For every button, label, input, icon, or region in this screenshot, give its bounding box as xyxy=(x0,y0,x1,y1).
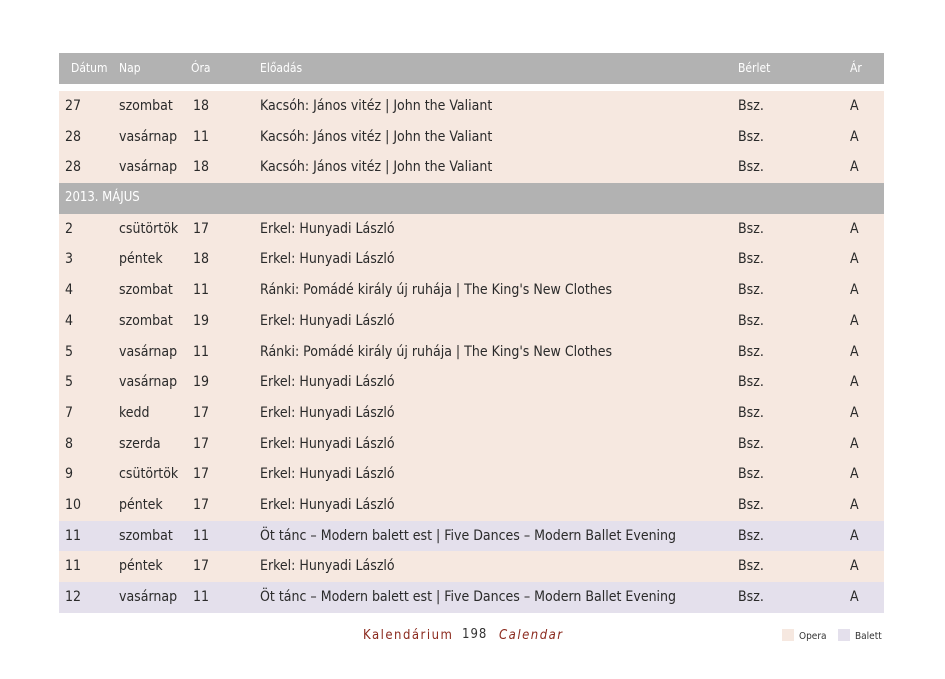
cell-time: 17 xyxy=(193,466,210,483)
cell-performance: Erkel: Hunyadi László xyxy=(260,404,395,421)
cell-pass: Bsz. xyxy=(738,558,764,575)
table-row xyxy=(59,214,884,245)
cell-pass: Bsz. xyxy=(738,159,764,176)
cell-price: A xyxy=(850,312,859,329)
table-row xyxy=(59,582,884,613)
cell-price: A xyxy=(850,159,859,176)
cell-performance: Erkel: Hunyadi László xyxy=(260,312,395,329)
cell-day: péntek xyxy=(119,496,163,513)
cell-date: 3 xyxy=(65,251,74,268)
cell-time: 18 xyxy=(193,98,210,114)
cell-date: 4 xyxy=(65,282,74,299)
legend-opera xyxy=(782,629,827,644)
cell-performance: Erkel: Hunyadi László xyxy=(260,374,395,391)
cell-date: 27 xyxy=(65,98,82,114)
cell-time: 17 xyxy=(193,404,210,421)
cell-time: 11 xyxy=(193,589,210,605)
table-row xyxy=(59,490,884,521)
cell-performance: Erkel: Hunyadi László xyxy=(260,220,395,237)
cell-date: 28 xyxy=(65,159,82,176)
cell-pass: Bsz. xyxy=(738,374,764,391)
month-divider xyxy=(59,183,884,214)
cell-pass: Bsz. xyxy=(738,404,764,421)
footer-kalendarium: Kalendárium xyxy=(363,628,454,643)
cell-performance: Erkel: Hunyadi László xyxy=(260,496,395,513)
header-day: Nap xyxy=(119,61,141,75)
cell-date: 8 xyxy=(65,435,74,452)
cell-time: 19 xyxy=(193,374,210,391)
header-time: Óra xyxy=(191,61,211,75)
cell-price: A xyxy=(850,98,859,114)
cell-price: A xyxy=(850,527,859,544)
cell-price: A xyxy=(850,343,859,360)
legend-opera-label: Opera xyxy=(799,631,827,642)
header-performance: Előadás xyxy=(260,61,303,75)
cell-performance: Ránki: Pomádé király új ruhája | The King's New Clothes xyxy=(260,343,613,360)
cell-date: 28 xyxy=(65,128,82,145)
cell-price: A xyxy=(850,466,859,483)
cell-time: 11 xyxy=(193,282,210,299)
legend-opera-swatch xyxy=(782,629,794,641)
cell-pass: Bsz. xyxy=(738,312,764,329)
cell-date: 4 xyxy=(65,312,74,329)
cell-date: 5 xyxy=(65,374,74,391)
cell-date: 11 xyxy=(65,558,82,575)
cell-date: 12 xyxy=(65,589,82,605)
cell-day: vasárnap xyxy=(119,159,178,176)
cell-pass: Bsz. xyxy=(738,435,764,452)
table-row xyxy=(59,337,884,368)
cell-performance: Öt tánc – Modern balett est | Five Dances – Modern Ballet Evening xyxy=(260,589,677,605)
cell-day: csütörtök xyxy=(119,220,179,237)
header-gap xyxy=(59,84,884,91)
page-footer xyxy=(0,624,945,648)
table-row xyxy=(59,367,884,398)
cell-day: szombat xyxy=(119,312,173,329)
cell-pass: Bsz. xyxy=(738,527,764,544)
header-price: Ár xyxy=(850,61,862,75)
cell-day: vasárnap xyxy=(119,589,178,605)
cell-pass: Bsz. xyxy=(738,466,764,483)
table-row xyxy=(59,91,884,122)
cell-pass: Bsz. xyxy=(738,98,764,114)
cell-price: A xyxy=(850,435,859,452)
cell-price: A xyxy=(850,251,859,268)
schedule-table xyxy=(59,53,884,613)
cell-price: A xyxy=(850,404,859,421)
cell-time: 17 xyxy=(193,220,210,237)
cell-pass: Bsz. xyxy=(738,251,764,268)
cell-price: A xyxy=(850,558,859,575)
cell-time: 11 xyxy=(193,527,210,544)
cell-pass: Bsz. xyxy=(738,220,764,237)
cell-price: A xyxy=(850,128,859,145)
header-pass: Bérlet xyxy=(738,61,771,75)
cell-price: A xyxy=(850,374,859,391)
cell-time: 11 xyxy=(193,343,210,360)
cell-day: vasárnap xyxy=(119,374,178,391)
cell-date: 5 xyxy=(65,343,74,360)
legend-balett-swatch xyxy=(838,629,850,641)
cell-time: 17 xyxy=(193,435,210,452)
cell-performance: Erkel: Hunyadi László xyxy=(260,558,395,575)
month-label: 2013. MÁJUS xyxy=(65,190,140,206)
cell-performance: Erkel: Hunyadi László xyxy=(260,251,395,268)
cell-day: kedd xyxy=(119,404,150,421)
cell-day: szombat xyxy=(119,527,173,544)
cell-time: 18 xyxy=(193,251,210,268)
table-header xyxy=(59,53,884,84)
table-row xyxy=(59,459,884,490)
legend-balett-label: Balett xyxy=(855,631,882,642)
cell-day: vasárnap xyxy=(119,128,178,145)
page-number: 198 xyxy=(462,627,488,642)
cell-date: 11 xyxy=(65,527,82,544)
cell-date: 9 xyxy=(65,466,74,483)
table-row xyxy=(59,122,884,153)
table-row xyxy=(59,398,884,429)
table-row xyxy=(59,551,884,582)
cell-pass: Bsz. xyxy=(738,282,764,299)
cell-performance: Kacsóh: János vitéz | John the Valiant xyxy=(260,98,493,114)
cell-performance: Erkel: Hunyadi László xyxy=(260,435,395,452)
cell-pass: Bsz. xyxy=(738,343,764,360)
header-date: Dátum xyxy=(71,61,108,75)
cell-performance: Kacsóh: János vitéz | John the Valiant xyxy=(260,159,493,176)
cell-performance: Kacsóh: János vitéz | John the Valiant xyxy=(260,128,493,145)
table-row xyxy=(59,521,884,552)
cell-day: szombat xyxy=(119,282,173,299)
cell-date: 7 xyxy=(65,404,74,421)
cell-time: 17 xyxy=(193,496,210,513)
cell-price: A xyxy=(850,220,859,237)
cell-day: péntek xyxy=(119,558,163,575)
cell-time: 17 xyxy=(193,558,210,575)
cell-date: 10 xyxy=(65,496,82,513)
cell-price: A xyxy=(850,496,859,513)
legend-balett xyxy=(838,629,882,644)
cell-day: péntek xyxy=(119,251,163,268)
table-row xyxy=(59,244,884,275)
footer-calendar: Calendar xyxy=(499,628,564,643)
table-body xyxy=(59,91,884,613)
table-row xyxy=(59,306,884,337)
cell-day: szerda xyxy=(119,435,161,452)
table-row xyxy=(59,275,884,306)
cell-time: 19 xyxy=(193,312,210,329)
cell-day: szombat xyxy=(119,98,173,114)
cell-pass: Bsz. xyxy=(738,589,764,605)
cell-price: A xyxy=(850,589,859,605)
table-row xyxy=(59,429,884,460)
cell-time: 18 xyxy=(193,159,210,176)
cell-performance: Ránki: Pomádé király új ruhája | The King's New Clothes xyxy=(260,282,613,299)
cell-day: csütörtök xyxy=(119,466,179,483)
cell-day: vasárnap xyxy=(119,343,178,360)
cell-pass: Bsz. xyxy=(738,496,764,513)
cell-pass: Bsz. xyxy=(738,128,764,145)
table-row xyxy=(59,152,884,183)
cell-performance: Erkel: Hunyadi László xyxy=(260,466,395,483)
cell-price: A xyxy=(850,282,859,299)
cell-time: 11 xyxy=(193,128,210,145)
cell-date: 2 xyxy=(65,220,74,237)
cell-performance: Öt tánc – Modern balett est | Five Dances – Modern Ballet Evening xyxy=(260,527,677,544)
